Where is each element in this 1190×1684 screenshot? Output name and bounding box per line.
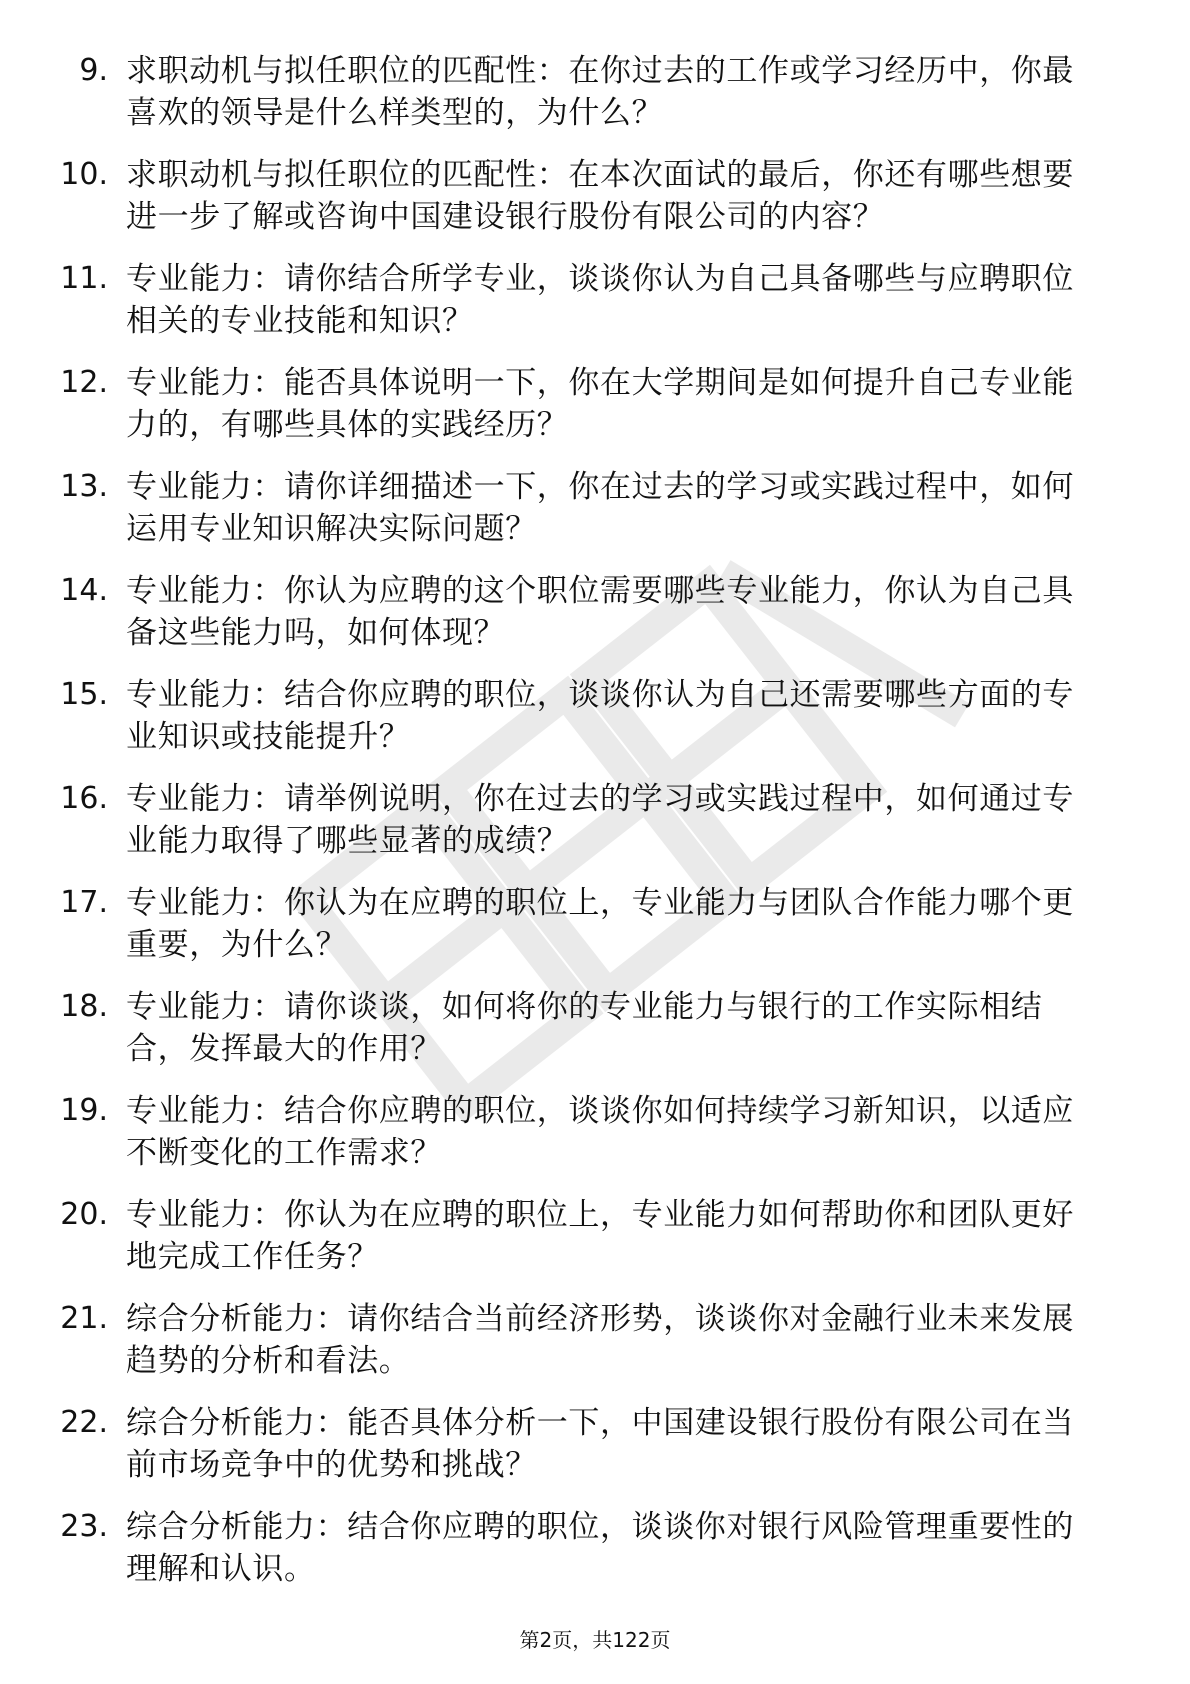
question-item-18: [56, 986, 1116, 1090]
question-item-19: [56, 1090, 1116, 1194]
question-number: 18.: [60, 989, 108, 1024]
question-number: 15.: [60, 677, 108, 712]
question-number: 14.: [60, 573, 108, 608]
question-item-14: [56, 570, 1116, 674]
page-footer: 第2页，共122页: [519, 1628, 671, 1652]
question-item-20: [56, 1194, 1116, 1298]
question-number: 20.: [60, 1197, 108, 1232]
question-text: 专业能力：能否具体说明一下，你在大学期间是如何提升自己专业能力的，有哪些具体的实践经历？: [126, 365, 1074, 443]
question-item-12: [56, 362, 1116, 466]
question-number: 10.: [60, 157, 108, 192]
question-number: 16.: [60, 781, 108, 816]
question-text: 专业能力：请你结合所学专业，谈谈你认为自己具备哪些与应聘职位相关的专业技能和知识？: [126, 261, 1074, 339]
question-number: 9.: [79, 53, 108, 88]
question-item-16: [56, 778, 1116, 882]
question-number: 13.: [60, 469, 108, 504]
question-number: 21.: [60, 1301, 108, 1336]
question-text: 求职动机与拟任职位的匹配性：在本次面试的最后，你还有哪些想要进一步了解或咨询中国建设银行股份有限公司的内容？: [126, 157, 1074, 235]
question-text: 专业能力：请你详细描述一下，你在过去的学习或实践过程中，如何运用专业知识解决实际问题？: [126, 469, 1074, 547]
question-item-10: [56, 154, 1116, 258]
question-text: 专业能力：结合你应聘的职位，谈谈你认为自己还需要哪些方面的专业知识或技能提升？: [126, 677, 1074, 755]
question-text: 专业能力：请你谈谈，如何将你的专业能力与银行的工作实际相结合，发挥最大的作用？: [126, 989, 1043, 1067]
question-item-17: [56, 882, 1116, 986]
question-text: 综合分析能力：结合你应聘的职位，谈谈你对银行风险管理重要性的理解和认识。: [126, 1509, 1074, 1587]
question-text: 专业能力：你认为在应聘的职位上，专业能力与团队合作能力哪个更重要，为什么？: [126, 885, 1074, 963]
question-item-22: [56, 1402, 1116, 1506]
question-text: 专业能力：你认为应聘的这个职位需要哪些专业能力，你认为自己具备这些能力吗，如何体现？: [126, 573, 1074, 651]
question-item-21: [56, 1298, 1116, 1402]
question-item-23: [56, 1506, 1116, 1610]
question-number: 17.: [60, 885, 108, 920]
question-item-13: [56, 466, 1116, 570]
question-number: 12.: [60, 365, 108, 400]
question-text: 求职动机与拟任职位的匹配性：在你过去的工作或学习经历中，你最喜欢的领导是什么样类型的，为什么？: [126, 53, 1074, 131]
question-number: 19.: [60, 1093, 108, 1128]
question-number: 11.: [60, 261, 108, 296]
question-item-15: [56, 674, 1116, 778]
question-text: 专业能力：你认为在应聘的职位上，专业能力如何帮助你和团队更好地完成工作任务？: [126, 1197, 1074, 1275]
question-item-11: [56, 258, 1116, 362]
question-text: 专业能力：结合你应聘的职位，谈谈你如何持续学习新知识，以适应不断变化的工作需求？: [126, 1093, 1074, 1171]
question-text: 综合分析能力：请你结合当前经济形势，谈谈你对金融行业未来发展趋势的分析和看法。: [126, 1301, 1074, 1379]
question-text: 综合分析能力：能否具体分析一下，中国建设银行股份有限公司在当前市场竞争中的优势和挑战？: [126, 1405, 1074, 1483]
question-item-9: [56, 50, 1116, 154]
question-number: 23.: [60, 1509, 108, 1544]
question-list: [56, 50, 1116, 1610]
question-text: 专业能力：请举例说明，你在过去的学习或实践过程中，如何通过专业能力取得了哪些显著的成绩？: [126, 781, 1074, 859]
question-number: 22.: [60, 1405, 108, 1440]
